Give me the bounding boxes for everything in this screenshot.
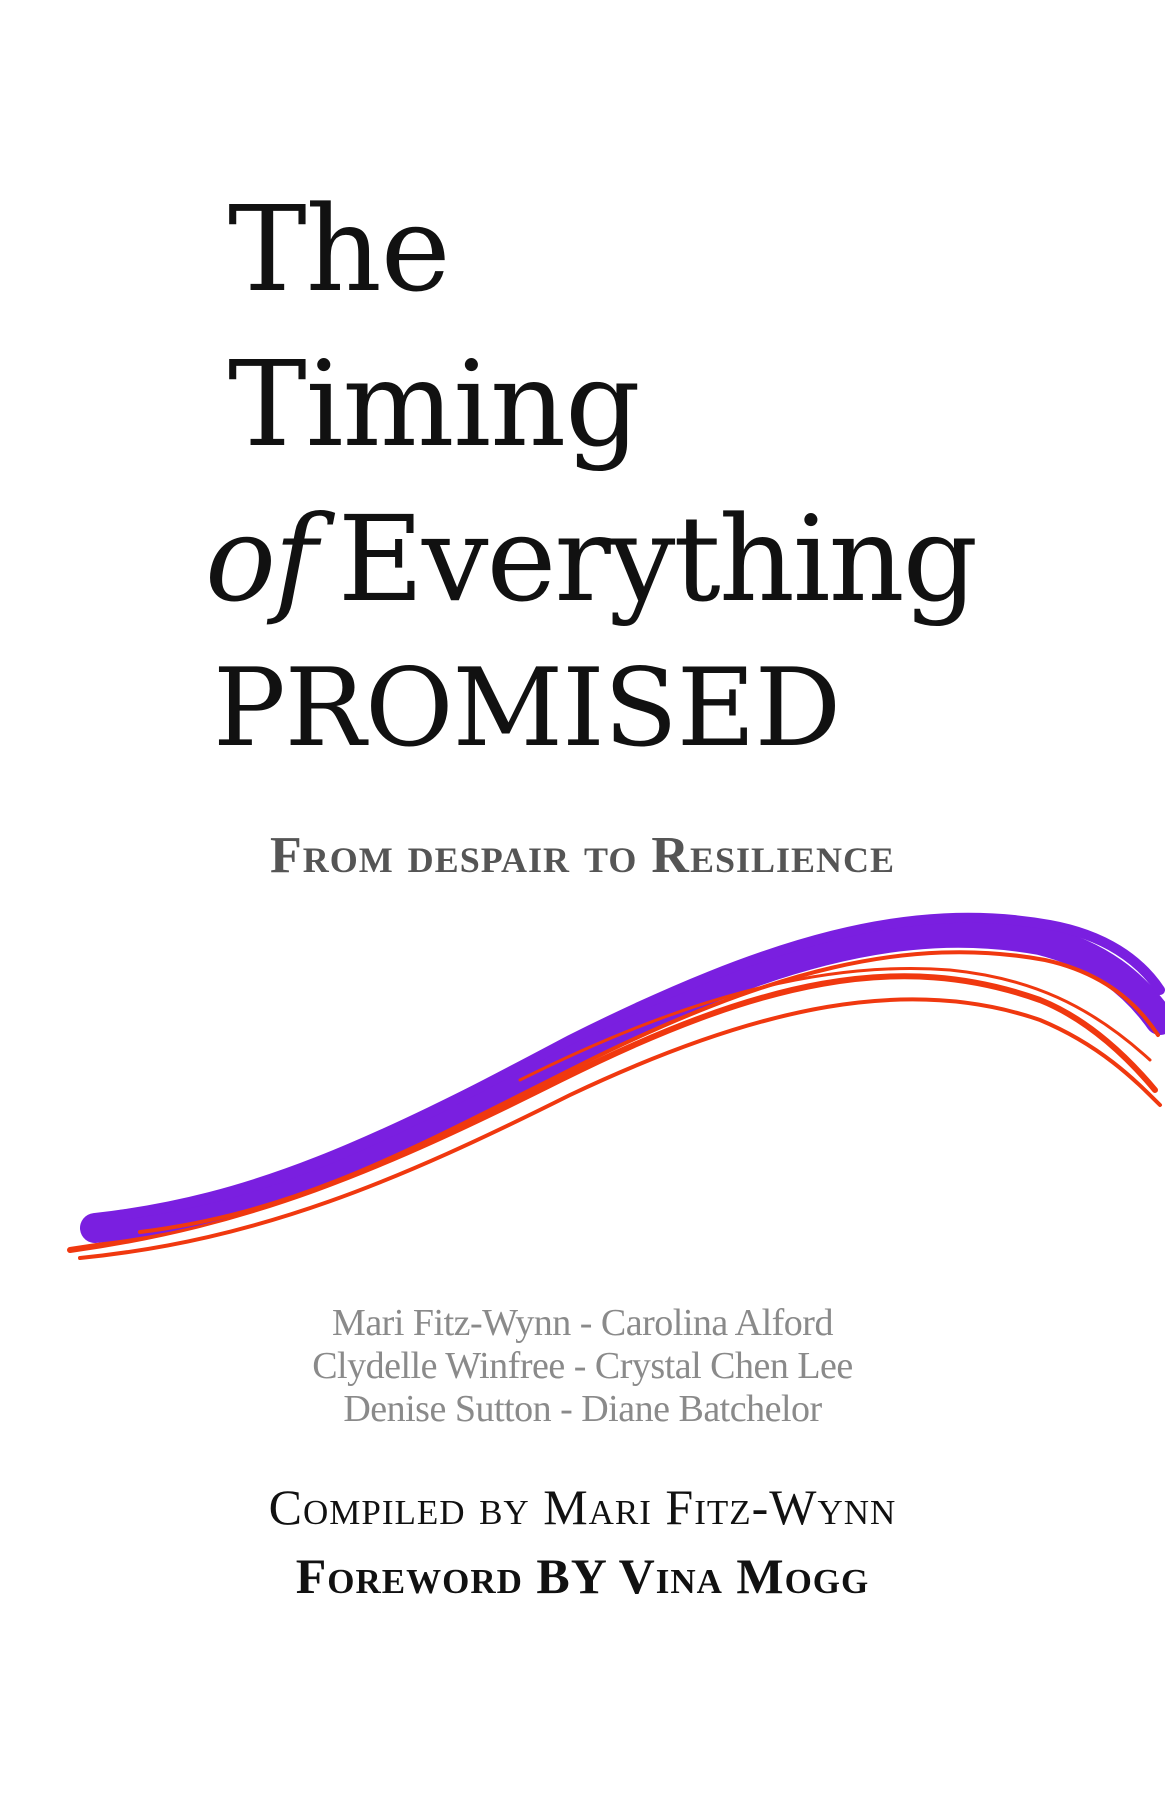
brush-stroke-purple-band <box>95 933 1160 1228</box>
title-everything: Everything <box>337 490 977 628</box>
title-line-1: The <box>228 180 450 318</box>
title-line-4: PROMISED <box>213 646 841 771</box>
contributors-line-1: Mari Fitz-Wynn - Carolina Alford <box>332 1302 833 1344</box>
brush-stroke-orange-thin <box>520 968 1150 1080</box>
brush-stroke-orange-lower <box>80 999 1160 1258</box>
compiled-by: Compiled by Mari Fitz-Wynn <box>268 1479 897 1535</box>
contributors-line-2: Clydelle Winfree - Crystal Chen Lee <box>312 1345 853 1387</box>
brush-stroke-orange-outer <box>70 976 1155 1250</box>
contributors-list <box>0 1302 1165 1431</box>
title-of-italic: of <box>205 490 316 628</box>
title-line-2: Timing <box>228 335 640 473</box>
contributors-line-3: Denise Sutton - Diane Batchelor <box>343 1388 822 1430</box>
brush-stroke-orange-inner <box>140 952 1158 1232</box>
foreword-by: Foreword BY Vina Mogg <box>295 1548 870 1604</box>
title-line-3 <box>205 490 977 628</box>
brush-stroke-purple-top <box>120 918 1160 1215</box>
subtitle: From despair to Resilience <box>269 827 896 884</box>
